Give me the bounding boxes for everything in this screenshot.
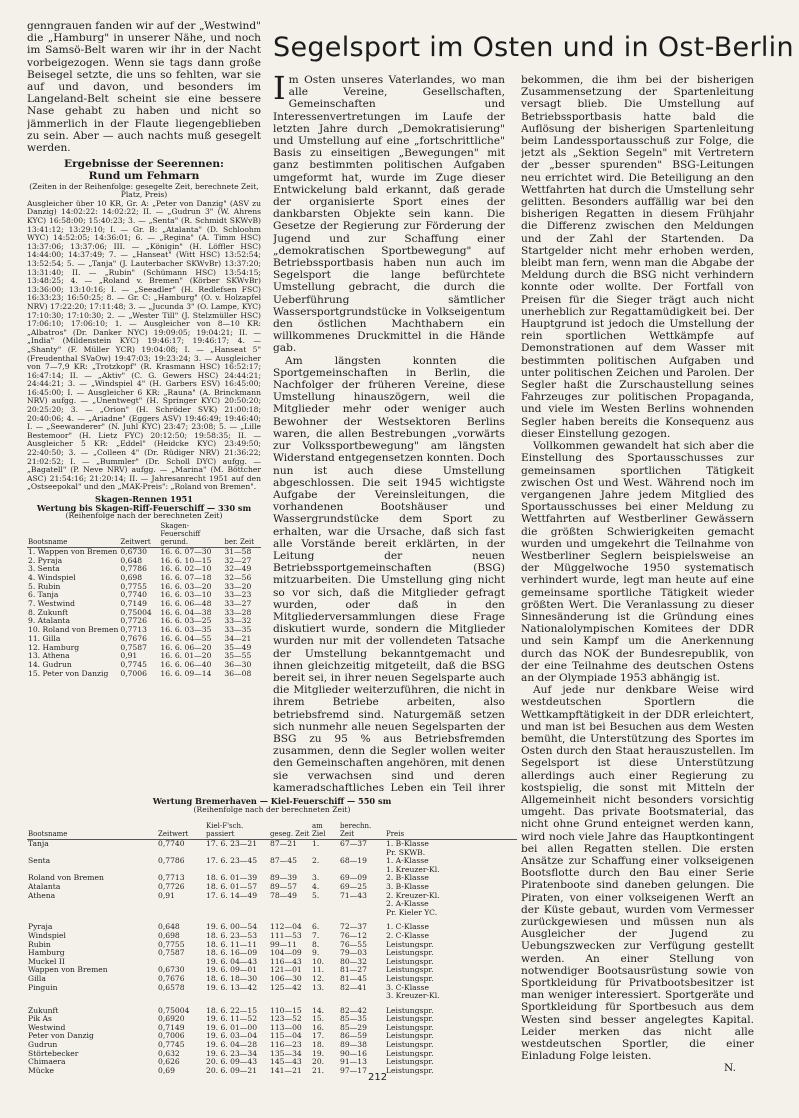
brem-cell-preis: Pr. Kieler YC. bbox=[386, 907, 438, 917]
brem-cell-ziel: 16. bbox=[312, 1022, 325, 1032]
brem-cell-berechn: 90—16 bbox=[340, 1048, 367, 1058]
brem-cell-ziel: 8. bbox=[312, 939, 320, 949]
brem-cell-ziel: 3. bbox=[312, 873, 320, 883]
skagen-cell-zeit: 32—49 bbox=[224, 564, 252, 574]
brem-cell-kiel: 17. 6. 14—49 bbox=[206, 890, 258, 900]
left-intro-text: genngrauen fanden wir auf der „Westwind" die „Hamburg" in unserer Nähe, und noch im Samsö-Belt waren wir ihr in der Nacht vorbeigezogen. Wenn sie tags dann große Beisegel setzte, die uns so fehlten, war sie auf und davon, und besonders im Langeland-Belt scheint sie eine bessere Nase gehabt zu haben und nicht so jämmerlich in der Flaute liegengeblieben zu sein. Aber — auch nachts muß gesegelt werden. bbox=[27, 20, 261, 155]
brem-cell-ziel: 21. bbox=[312, 1065, 325, 1075]
page-number: 212 bbox=[368, 1072, 388, 1083]
skagen-cell-bootsname: 6. Tanja bbox=[28, 590, 59, 600]
brem-cell-berechn: 81—45 bbox=[340, 973, 367, 983]
brem-cell-geseg: 112—04 bbox=[270, 922, 302, 932]
brem-cell-preis: 3. B-Klasse bbox=[386, 881, 429, 891]
skagen-cell-zeit: 32—56 bbox=[224, 572, 252, 582]
brem-cell-berechn: 80—32 bbox=[340, 956, 367, 966]
skagen-cell-bootsname: 15. Peter von Danzig bbox=[28, 668, 109, 678]
brem-cell-geseg: 106—30 bbox=[270, 973, 302, 983]
brem-cell-zeitwert: 0,7149 bbox=[158, 1022, 185, 1032]
brem-cell-ziel bbox=[311, 992, 339, 1001]
skagen-cell-zeit: 33—27 bbox=[224, 599, 252, 609]
skagen-cell-zeit: 34—21 bbox=[224, 633, 252, 643]
brem-cell-ziel: 6. bbox=[312, 922, 320, 932]
brem-cell-kiel: 20. 6. 09—43 bbox=[206, 1057, 258, 1067]
brem-cell-geseg: 110—15 bbox=[270, 1005, 302, 1015]
brem-cell-bootsname: Senta bbox=[28, 856, 51, 866]
brem-cell-geseg: 115—04 bbox=[270, 1031, 302, 1041]
skagen-cell-feuerschiff: 16. 6. 06—20 bbox=[160, 642, 212, 652]
brem-cell-kiel: 18. 6. 22—15 bbox=[206, 1005, 258, 1015]
middle-column bbox=[273, 74, 505, 794]
results-title: Ergebnisse der Seerennen: bbox=[64, 158, 224, 171]
brem-cell-kiel: 18. 6. 01—39 bbox=[206, 873, 258, 883]
brem-cell-berechn: 89—38 bbox=[340, 1040, 367, 1050]
skagen-cell-bootsname: 8. Zukunft bbox=[28, 607, 69, 617]
brem-cell-geseg: 145—43 bbox=[270, 1057, 302, 1067]
brem-cell-zeitwert: 0,7755 bbox=[158, 939, 185, 949]
brem-cell-geseg: 135—34 bbox=[270, 1048, 302, 1058]
skagen-header-feuerschiff: Skagen-Feuerschiff gerund. bbox=[159, 522, 223, 548]
brem-cell-zeitwert: 0,69 bbox=[158, 1065, 175, 1075]
brem-cell-ziel bbox=[311, 900, 339, 909]
brem-cell-kiel: 18. 6. 18—30 bbox=[206, 973, 258, 983]
brem-cell-berechn: 85—35 bbox=[340, 1014, 367, 1024]
brem-cell-zeitwert: 0,648 bbox=[158, 922, 180, 932]
brem-cell-zeitwert: 0,6578 bbox=[158, 982, 185, 992]
skagen-cell-bootsname: 9. Atalanta bbox=[28, 616, 71, 626]
skagen-cell-feuerschiff: 16. 6. 03—35 bbox=[160, 625, 212, 635]
brem-cell-preis: Leistungspr. bbox=[386, 1048, 434, 1058]
bremerhaven-row bbox=[27, 984, 517, 993]
brem-cell-preis: Leistungspr. bbox=[386, 1005, 434, 1015]
skagen-cell-zeitwert: 0,698 bbox=[120, 572, 143, 582]
brem-cell-berechn: 85—29 bbox=[340, 1022, 367, 1032]
skagen-cell-feuerschiff: 16. 6. 03—25 bbox=[160, 616, 212, 626]
brem-cell-berechn: 76—12 bbox=[340, 930, 367, 940]
brem-cell-preis: 3. C-Klasse bbox=[386, 982, 429, 992]
brem-cell-kiel: 19. 6. 04—43 bbox=[206, 956, 258, 966]
results-subtitle: Rund um Fehmarn bbox=[88, 170, 200, 183]
brem-cell-bootsname: Gudrun bbox=[28, 1040, 58, 1050]
brem-cell-kiel: 19. 6. 00—54 bbox=[206, 922, 258, 932]
brem-cell-berechn: 69—09 bbox=[340, 873, 367, 883]
brem-cell-preis: 1. Kreuzer-Kl. bbox=[386, 864, 440, 874]
brem-cell-ziel: 15. bbox=[312, 1014, 325, 1024]
brem-cell-preis: 3. Kreuzer-Kl. bbox=[386, 991, 440, 1001]
skagen-cell-zeit: 35—55 bbox=[224, 651, 252, 661]
brem-cell-zeitwert: 0,7587 bbox=[158, 948, 185, 958]
brem-header-kiel: Kiel-F'sch. passiert bbox=[205, 822, 269, 840]
brem-cell-preis: Leistungspr. bbox=[386, 1040, 434, 1050]
brem-cell-ziel: 10. bbox=[312, 956, 325, 966]
brem-cell-preis: Leistungspr. bbox=[386, 1022, 434, 1032]
brem-cell-zeitwert: 0,626 bbox=[158, 1057, 180, 1067]
brem-cell-geseg bbox=[269, 900, 311, 909]
skagen-title: Skagen-Rennen 1951 bbox=[95, 494, 193, 505]
article-paragraph-4: bekommen, die ihm bei der bisherigen Zusammensetzung der Spartenleitung versagt blieb. Die Umstellung auf Betriebssportbasis hatte bald die Auflösung der bisherigen Spartenleitung beim Landessportausschuß zur Folge, die jetzt als „Sektion Segeln" mit Vertretern der „besser spurenden" BSG-Leitungen neu errichtet wird. Die Beteiligung an den Wettfahrten hat durch die Umstellung sehr gelitten. Besonders auffällig war bei den bisherigen Regatten in diesem Frühjahr die Differenz zwischen den Meldungen und der Zahl der Startenden. Da Startgelder nicht mehr erhoben werden, bleibt man fern, wenn man die Abgabe der Meldung durch die BSG nicht verhindern konnte oder wollte. Der Fortfall von Preisen für die Sieger trägt auch nicht unerheblich zur Regattamüdigkeit bei. Der Hauptgrund ist jedoch die Umstellung der rein sportlichen Wettkämpfe auf Demonstrationen auf dem Wasser mit bestimmten politischen Aufgaben und unter politischen Zeichen und Parolen. Der Segler haßt die Zurschaustellung seines Fahrzeuges zur politischen Propaganda, und viele im Westen Berlins wohnenden Segler haben bereits die Konsequenz aus dieser Einstellung gezogen. bbox=[521, 74, 754, 440]
article-paragraph-2: Am längsten konnten die Sportgemeinschaften in Berlin, die Nachfolger der früheren Vereine, diese Umstellung hinauszögern, weil die Mitglieder mehr oder weniger auch Bewohner der Westsektoren Berlins waren, die allen Bestrebungen „vorwärts zur Volkssportbewegung" am längsten Widerstand entgegensetzen konnten. Doch nun ist auch diese Umstellung abgeschlossen. Die seit 1945 wichtigste Aufgabe der Vereinsleitungen, die vorhandenen Bootshäuser und Wassergrundstücke dem Sport zu erhalten, war die Ursache, daß sich fast alle Vorstände bereit erklärten, in der Leitung der neuen Betriebssportgemeinschaften (BSG) mitzuarbeiten. Die Umstellung ging nicht so vor sich, daß die Mitglieder gefragt wurden, oder daß in den Mitgliederversammlungen diese Frage diskutiert wurde, sondern die Mitglieder wurden nur mit der vollendeten Tatsache der Umstellung bekanntgemacht und ihnen gleichzeitig mitgeteilt, daß die BSG bereit sei, in ihrer neuen Segelsparte auch die Mitglieder weiterzuführen, die nicht in ihrem Betriebe arbeiten, also betriebsfremd sind. Naturgemäß setzen sich nunmehr alle neuen Segelsparten der BSG zu 95 % aus Betriebsfremden zusammen, denn die Segler wollen weiter den Gemeinschaften angehören, mit denen sie verwachsen sind und deren kameradschaftliches Leben ein Teil ihrer bbox=[273, 354, 505, 794]
article-paragraph-1 bbox=[273, 74, 505, 355]
skagen-cell-zeit: 35—49 bbox=[224, 642, 252, 652]
brem-cell-bootsname: Muckel II bbox=[28, 956, 65, 966]
brem-cell-zeitwert: 0,698 bbox=[158, 930, 180, 940]
brem-header-geseg: geseg. Zeit bbox=[269, 822, 311, 840]
brem-cell-preis: Leistungspr. bbox=[386, 1014, 434, 1024]
article-paragraph-1-text: m Osten unseres Vaterlandes, wo man alle Vereine, Gesellschaften, Gemeinschaften und Interessenvertretungen im Laufe der letzten Jahre durch „Demokratisierung" und Umstellung auf eine „fortschrittliche" Basis zu einseitigen „Bewegungen" mit ganz bestimmten politischen Aufgaben umgeformt hat, wurde im Zuge dieser Entwickelung bald erkannt, daß gerade der organisierte Sport eines der dankbarsten Objekte sein kann. Die Gesetze der Regierung zur Förderung der Jugend und zur Schaffung einer „demokratischen Sportbewegung" auf Betriebssportbasis haben nun auch im Segelsport die lange befürchtete Umstellung gebracht, die durch die Ueberführung sämtlicher Wassersportgrundstücke in Volkseigentum den östlichen Machthabern ein willkommenes Druckmittel in die Hände gab. bbox=[273, 74, 505, 355]
brem-cell-bootsname bbox=[27, 992, 157, 1001]
brem-cell-ziel: 19. bbox=[312, 1048, 325, 1058]
brem-cell-zeitwert bbox=[157, 900, 205, 909]
brem-cell-preis: 2. B-Klasse bbox=[386, 873, 429, 883]
brem-cell-preis: 2. Kreuzer-Kl. bbox=[386, 890, 440, 900]
skagen-cell-zeitwert: 0,75004 bbox=[120, 607, 152, 617]
skagen-cell-zeit: 33—35 bbox=[224, 625, 252, 635]
skagen-cell-bootsname: 3. Senta bbox=[28, 564, 60, 574]
skagen-cell-zeitwert: 0,6730 bbox=[120, 546, 147, 556]
skagen-cell-bootsname: 1. Wappen von Bremen bbox=[28, 546, 118, 556]
brem-cell-kiel: 19. 6. 09—01 bbox=[206, 965, 258, 975]
skagen-cell-bootsname: 10. Roland von Bremen bbox=[28, 625, 119, 635]
bremerhaven-row bbox=[27, 857, 517, 866]
brem-cell-ziel: 12. bbox=[312, 973, 325, 983]
skagen-cell-bootsname: 2. Pyraja bbox=[28, 555, 63, 565]
brem-header-bootsname: Bootsname bbox=[27, 822, 157, 840]
brem-cell-bootsname: Atalanta bbox=[28, 881, 61, 891]
brem-cell-kiel: 19. 6. 01—00 bbox=[206, 1022, 258, 1032]
skagen-cell-zeitwert: 0,7740 bbox=[120, 590, 147, 600]
brem-cell-kiel: 17. 6. 23—21 bbox=[206, 839, 258, 848]
brem-cell-bootsname: Zukunft bbox=[28, 1005, 59, 1015]
skagen-cell-zeitwert: 0,7713 bbox=[120, 625, 147, 635]
brem-header-berechn: berechn. Zeit bbox=[339, 822, 385, 840]
brem-cell-kiel: 19. 6. 13—42 bbox=[206, 982, 258, 992]
brem-cell-zeitwert: 0,632 bbox=[158, 1048, 180, 1058]
bremerhaven-title-block bbox=[27, 797, 517, 814]
right-column bbox=[521, 74, 754, 1074]
brem-cell-zeitwert: 0,7740 bbox=[158, 839, 185, 848]
bremerhaven-row bbox=[27, 892, 517, 901]
brem-cell-zeitwert: 0,7713 bbox=[158, 873, 185, 883]
brem-cell-berechn: 68—19 bbox=[340, 856, 367, 866]
brem-cell-bootsname: Wappen von Bremen bbox=[28, 965, 108, 975]
brem-cell-geseg: 116—23 bbox=[270, 1040, 302, 1050]
brem-cell-preis: 1. B-Klasse bbox=[386, 839, 429, 848]
brem-cell-kiel: 18. 6. 23—53 bbox=[206, 930, 258, 940]
skagen-cell-zeit: 33—28 bbox=[224, 607, 252, 617]
skagen-header-zeit: ber. Zeit bbox=[223, 522, 261, 548]
brem-cell-geseg: 113—00 bbox=[270, 1022, 302, 1032]
skagen-cell-bootsname: 14. Gudrun bbox=[28, 659, 72, 669]
results-text: Ausgleicher über 10 KR, Gr. A: „Peter von Danzig" (ASV zu Danzig) 14:02:22: 14:02:22; II. — „Gudrun 3" (W. Ahrens KYC) 16:58:00; 15:40:23; 3. — „Senta" (R. Schmidt SKWvB) 13:41:12; 13:29:10; I. — Gr. B: „Atalanta" (D. Schloohm WYC) 14:52:05; 14:36:01; 6. — „Regina" (A. Timm HSC) 13:37:06; 13:37:06; III. — „Königin" (H. Löffler HSC) 14:44:00; 14:37:49; 7. — „Hanseat" (Witt HSC) 13:52:54; 13:52:54; 5. — „Tanja" (J. Lauterbacher SKWvBr) 13:37:20; 13:31:40; II. — „Rubin" (Schümann HSC) 13:54:15; 13:48:25; 4. — „Roland v. Bremen" (Körber SKWvBr) 13:36:00; 13:10:16; I. — „Seeadler" (H. Redlefsen FSC) 16:33:23; 16:50:25; 8. — Gr. C: „Hamburg" (O. v. Holzapfel NRV) 17:22:20; 17:11:48; 3. — „Jucunda 3" (O. Lampe, KYC) 17:10:30; 17:10:30; 2. — „Wester Till" (J. Stelzmüller HSC) 17:06:10; 17:06:10; 1. — Ausgleicher von 8—10 KR: „Albatros" (Dr. Danker NYC) 19:09:05; 19:04:21; II. — „India" (Mildenstein KYC) 19:46:17; 19:46:17; 4. — „Shanty" (F. Müller YCR) 19:04:08; I. — „Hanseat 5" (Freudenthal SVaOw) 19:47:03; 19:23:24; 3. — Ausgleicher von 7—7,9 KR: „Trotzkopf" (R. Krasmann HSC) 16:52:17; 16:47:14; II. — „Aktiv" (C. G. Gewers HSC) 24:44:21; 24:44:21; 3. — „Windspiel 4" (H. Garbers ESV) 16:45:00; 16:45:00; I. — Ausgleicher 6 KR: „Rauna" (A. Brinckmann NRV) aufgg. — „Unentwegt" (H. Springer KYC) 20:50:20; 20:25:20; 3. — „Orion" (H. Schröder SVK) 21:00:18; 20:40:06; 4. — „Ariadne" (Eggers ASV) 19:46:49; 19:46:40; I. — „Seewanderer" (N. Juhl KYC) 23:47; 23:08; 5. — „Lille Bestemoor" (H. Lietz FYC) 20:12:50; 19:58:35; II. — Ausgleicher 5 KR: „Eddel" (Heidcke KYC) 23:49:50; 22:40:50; 3. — „Colleen 4" (Dr. Rüdiger NRV) 21:36:22; 21:02:52; I. — „Bummler" (Dr. Scholl DYC) aufgg. — „Bagatell" (P. Neve NRV) aufgg. — „Marina" (M. Böttcher ASC) 21:54:16; 21:20:14; II. — Jahresanrecht 1951 auf den „Ostseepokal" und den „MAK-Preis": „Roland von Bremen". bbox=[27, 198, 261, 492]
brem-cell-zeitwert: 0,91 bbox=[158, 890, 175, 900]
brem-cell-bootsname bbox=[27, 909, 157, 918]
skagen-cell-zeitwert: 0,7676 bbox=[120, 633, 147, 643]
brem-cell-preis: Leistungspr. bbox=[386, 939, 434, 949]
brem-cell-preis: Leistungspr. bbox=[386, 965, 434, 975]
brem-cell-ziel: 17. bbox=[312, 1031, 325, 1041]
brem-cell-ziel: 11. bbox=[312, 965, 325, 975]
brem-cell-geseg: 99—11 bbox=[270, 939, 297, 949]
brem-cell-bootsname: Gilla bbox=[28, 973, 46, 983]
brem-cell-preis: Leistungspr. bbox=[386, 956, 434, 966]
brem-cell-ziel bbox=[311, 909, 339, 918]
brem-cell-preis: 2. A-Klasse bbox=[386, 899, 429, 909]
skagen-cell-zeitwert: 0,7755 bbox=[120, 581, 147, 591]
brem-cell-ziel: 2. bbox=[312, 856, 320, 866]
brem-cell-bootsname: Athena bbox=[28, 890, 56, 900]
brem-cell-preis: Pr. SKWB. bbox=[386, 847, 426, 857]
skagen-cell-zeitwert: 0,7006 bbox=[120, 668, 147, 678]
brem-cell-berechn: 67—37 bbox=[340, 839, 367, 848]
brem-cell-bootsname: Chimaera bbox=[28, 1057, 66, 1067]
skagen-cell-feuerschiff: 16. 6. 03—10 bbox=[160, 590, 212, 600]
brem-header-ziel: am Ziel bbox=[311, 822, 339, 840]
brem-cell-preis: Leistungspr. bbox=[386, 1031, 434, 1041]
brem-cell-berechn: 97—17 bbox=[340, 1065, 367, 1075]
brem-cell-preis: 2. C-Klasse bbox=[386, 930, 429, 940]
brem-cell-bootsname: Pyraja bbox=[28, 922, 53, 932]
brem-cell-preis: Leistungspr. bbox=[386, 1057, 434, 1067]
brem-cell-geseg: 87—45 bbox=[270, 856, 297, 866]
brem-cell-zeitwert bbox=[157, 992, 205, 1001]
page-headline: Segelsport im Osten und in Ost-Berlin bbox=[273, 32, 794, 63]
brem-cell-kiel: 18. 6. 11—11 bbox=[206, 939, 258, 949]
left-column bbox=[27, 20, 261, 815]
brem-cell-berechn bbox=[339, 909, 385, 918]
brem-cell-berechn: 79—03 bbox=[340, 948, 367, 958]
skagen-cell-zeitwert: 0,7786 bbox=[120, 564, 147, 574]
brem-cell-kiel: 19. 6. 11—52 bbox=[206, 1014, 258, 1024]
skagen-cell-feuerschiff: 16. 6. 02—10 bbox=[160, 564, 212, 574]
skagen-cell-bootsname: 13. Athena bbox=[28, 651, 70, 661]
skagen-cell-bootsname: 5. Rubin bbox=[28, 581, 61, 591]
skagen-cell-feuerschiff: 16. 6. 07—30 bbox=[160, 546, 212, 556]
brem-cell-geseg bbox=[269, 992, 311, 1001]
skagen-cell-bootsname: 12. Hamburg bbox=[28, 642, 80, 652]
skagen-cell-feuerschiff: 16. 6. 10—15 bbox=[160, 555, 212, 565]
brem-cell-berechn: 82—42 bbox=[340, 1005, 367, 1015]
brem-cell-kiel: 20. 6. 09—21 bbox=[206, 1065, 258, 1075]
skagen-cell-zeitwert: 0,7587 bbox=[120, 642, 147, 652]
brem-cell-berechn: 69—25 bbox=[340, 881, 367, 891]
brem-cell-geseg: 121—01 bbox=[270, 965, 302, 975]
skagen-header-bootsname: Bootsname bbox=[27, 522, 119, 548]
brem-cell-ziel: 9. bbox=[312, 948, 320, 958]
brem-cell-kiel: 17. 6. 23—45 bbox=[206, 856, 258, 866]
drop-cap: I bbox=[273, 74, 286, 107]
skagen-cell-zeit: 36—08 bbox=[224, 668, 252, 678]
brem-cell-kiel: 18. 6. 16—09 bbox=[206, 948, 258, 958]
brem-cell-bootsname: Hamburg bbox=[28, 948, 65, 958]
brem-cell-geseg: 87—21 bbox=[270, 839, 297, 848]
brem-cell-ziel: 13. bbox=[312, 982, 325, 992]
skagen-cell-feuerschiff: 16. 6. 06—40 bbox=[160, 659, 212, 669]
brem-cell-bootsname: Störtebecker bbox=[28, 1048, 79, 1058]
article-paragraph-6: Auf jede nur denkbare Weise wird westdeutschen Sportlern die Wettkampftätigkeit in der DDR erleichtert, und man ist bei Besuchen aus dem Westen bemüht, die Unterstützung des Sportes im Osten durch den Staat herauszustellen. Im Segelsport ist diese Unterstützung allerdings auch einer Regierung zu kostspielig, die sonst mit Mitteln der Allgemeinheit nicht besonders vorsichtig umgeht. Das private Bootsmaterial, das nicht ohne Grund enteignet werden kann, wird noch viele Jahre das Hauptkontingent bei allen Regatten stellen. Die ersten Ansätze zur Schaffung einer volkseigenen Bootsflotte durch den Bau einer Serie Piratenboote sind daneben gelungen. Die Piraten, von einer volkseigenen Werft an der Küste gebaut, wurden vom Vermesser zurückgewiesen und müssen nun als Ausgleicher der Jugend zu Uebungszwecken zur Verfügung gestellt werden. An einer Stellung von notwendiger Bootsausrüstung sowie von Sportkleidung für Privatbootsbesitzer ist man weniger interessiert. Sportgeräte und Sportkleidung für Sportbesuch aus dem Westen sind besser angelegtes Kapital. Leider merken das nicht alle westdeutschen Sportler, die einer Einladung Folge leisten. bbox=[521, 684, 754, 1063]
bremerhaven-row bbox=[27, 1067, 517, 1076]
brem-cell-bootsname: Tanja bbox=[28, 839, 49, 848]
brem-cell-geseg: 141—21 bbox=[270, 1065, 302, 1075]
brem-cell-geseg: 89—39 bbox=[270, 873, 297, 883]
bremerhaven-row bbox=[27, 909, 517, 918]
brem-cell-berechn: 81—27 bbox=[340, 965, 367, 975]
brem-cell-geseg: 89—57 bbox=[270, 881, 297, 891]
brem-cell-preis: Leistungspr. bbox=[386, 948, 434, 958]
skagen-cell-zeitwert: 0,648 bbox=[120, 555, 143, 565]
brem-cell-bootsname bbox=[27, 900, 157, 909]
brem-cell-berechn: 72—37 bbox=[340, 922, 367, 932]
brem-cell-bootsname: Mücke bbox=[28, 1065, 55, 1075]
brem-cell-kiel: 18. 6. 01—57 bbox=[206, 881, 258, 891]
brem-cell-ziel: 20. bbox=[312, 1057, 325, 1067]
brem-cell-ziel: 1. bbox=[312, 839, 320, 848]
brem-cell-kiel: 19. 6. 03—04 bbox=[206, 1031, 258, 1041]
skagen-cell-feuerschiff: 16. 6. 04—38 bbox=[160, 607, 212, 617]
author-signature: N. bbox=[724, 1062, 736, 1074]
brem-cell-geseg: 78—49 bbox=[270, 890, 297, 900]
brem-cell-zeitwert: 0,7786 bbox=[158, 856, 185, 866]
brem-cell-geseg bbox=[269, 909, 311, 918]
brem-cell-geseg: 116—43 bbox=[270, 956, 302, 966]
brem-cell-bootsname: Windspiel bbox=[28, 930, 66, 940]
skagen-cell-zeitwert: 0,7745 bbox=[120, 659, 147, 669]
bremerhaven-table bbox=[27, 822, 517, 1075]
brem-cell-bootsname: Pik As bbox=[28, 1014, 52, 1024]
brem-cell-geseg: 125—42 bbox=[270, 982, 302, 992]
brem-cell-geseg: 111—53 bbox=[270, 930, 302, 940]
brem-cell-berechn: 82—41 bbox=[340, 982, 367, 992]
skagen-cell-feuerschiff: 16. 6. 01—20 bbox=[160, 651, 212, 661]
brem-cell-bootsname: Rubin bbox=[28, 939, 51, 949]
brem-cell-bootsname: Roland von Bremen bbox=[28, 873, 104, 883]
brem-cell-zeitwert: 0,75004 bbox=[158, 1005, 190, 1015]
brem-cell-berechn: 86—59 bbox=[340, 1031, 367, 1041]
brem-cell-kiel: 19. 6. 23—34 bbox=[206, 1048, 258, 1058]
brem-header-preis: Preis bbox=[385, 822, 517, 840]
brem-cell-berechn: 76—55 bbox=[340, 939, 367, 949]
skagen-cell-zeit: 32—27 bbox=[224, 555, 252, 565]
brem-cell-ziel: 5. bbox=[312, 890, 320, 900]
brem-cell-berechn bbox=[339, 900, 385, 909]
brem-header-zeitwert: Zeitwert bbox=[157, 822, 205, 840]
brem-cell-kiel bbox=[205, 900, 269, 909]
brem-cell-ziel: 4. bbox=[312, 881, 320, 891]
brem-cell-berechn: 71—43 bbox=[340, 890, 367, 900]
skagen-cell-feuerschiff: 16. 6. 06—48 bbox=[160, 599, 212, 609]
skagen-cell-zeitwert: 0,91 bbox=[120, 651, 138, 661]
brem-cell-bootsname: Peter von Danzig bbox=[28, 1031, 94, 1041]
brem-cell-zeitwert: 0,7745 bbox=[158, 1040, 185, 1050]
brem-cell-ziel: 18. bbox=[312, 1040, 325, 1050]
skagen-table bbox=[27, 522, 261, 679]
bremerhaven-row bbox=[27, 900, 517, 909]
brem-cell-berechn bbox=[339, 992, 385, 1001]
brem-cell-kiel bbox=[205, 992, 269, 1001]
skagen-cell-zeit: 33—23 bbox=[224, 590, 252, 600]
skagen-cell-bootsname: 7. Westwind bbox=[28, 599, 75, 609]
brem-cell-bootsname: Pinguin bbox=[28, 982, 58, 992]
skagen-cell-feuerschiff: 16. 6. 03—20 bbox=[160, 581, 212, 591]
bremerhaven-row bbox=[27, 840, 517, 849]
skagen-subtitle: Wertung bis Skagen-Riff-Feuerschiff — 330 sm bbox=[36, 502, 252, 513]
skagen-row bbox=[27, 670, 261, 679]
skagen-cell-zeit: 36—30 bbox=[224, 659, 252, 669]
brem-cell-kiel: 19. 6. 04—28 bbox=[206, 1040, 258, 1050]
brem-cell-zeitwert: 0,7006 bbox=[158, 1031, 185, 1041]
brem-cell-ziel: 14. bbox=[312, 1005, 325, 1015]
skagen-cell-bootsname: 11. Gilla bbox=[28, 633, 61, 643]
brem-cell-bootsname: Westwind bbox=[28, 1022, 66, 1032]
brem-cell-preis: Leistungspr. bbox=[386, 1065, 434, 1075]
brem-cell-zeitwert: 0,7676 bbox=[158, 973, 185, 983]
skagen-cell-zeit: 31—58 bbox=[224, 546, 252, 556]
brem-cell-preis: 1. A-Klasse bbox=[386, 856, 429, 866]
skagen-cell-feuerschiff: 16. 6. 07—18 bbox=[160, 572, 212, 582]
brem-cell-zeitwert bbox=[157, 909, 205, 918]
article-paragraph-5: Vollkommen gewandelt hat sich aber die Einstellung des Sportausschusses zur gemeinsamen sportlichen Tätigkeit zwischen Ost und West. Während noch im vergangenen Jahre jedem Mitglied des Sportausschusses bei einer Meldung zu Wettfahrten auf Westberliner Gewässern die größten Schwierigkeiten gemacht wurden und umgekehrt die Teilnahme von Westberliner Seglern beispielsweise an der Müggelwoche 1950 systematisch verhindert wurde, legt man heute auf eine gemeinsame sportliche Tätigkeit wieder größten Wert. Die Veranlassung zu dieser Sinnesänderung ist die Gründung eines Nationalolympischen Komitees der DDR und sein Kampf um die Anerkennung durch das NOK der Bundesrepublik, von der eine Teilnahme des deutschen Ostens an der Olympiade 1953 abhängig ist. bbox=[521, 440, 754, 684]
skagen-cell-feuerschiff: 16. 6. 04—55 bbox=[160, 633, 212, 643]
skagen-cell-zeit: 33—20 bbox=[224, 581, 252, 591]
brem-cell-berechn: 91—13 bbox=[340, 1057, 367, 1067]
skagen-cell-zeitwert: 0,7149 bbox=[120, 599, 147, 609]
brem-cell-zeitwert: 0,6730 bbox=[158, 965, 185, 975]
bremerhaven-note: (Reihenfolge nach der berechneten Zeit) bbox=[193, 804, 351, 814]
skagen-cell-zeitwert: 0,7726 bbox=[120, 616, 147, 626]
brem-cell-geseg: 104—09 bbox=[270, 948, 302, 958]
brem-cell-geseg: 123—52 bbox=[270, 1014, 302, 1024]
brem-cell-zeitwert: 0,7726 bbox=[158, 881, 185, 891]
skagen-note: (Reihenfolge nach der berechneten Zeit) bbox=[65, 511, 223, 521]
bremerhaven-row bbox=[27, 992, 517, 1001]
results-note: (Zeiten in der Reihenfolge: gesegelte Zeit, berechnete Zeit, Platz, Preis) bbox=[29, 181, 259, 200]
brem-cell-zeitwert: 0,6920 bbox=[158, 1014, 185, 1024]
skagen-cell-bootsname: 4. Windspiel bbox=[28, 572, 76, 582]
skagen-cell-feuerschiff: 16. 6. 09—14 bbox=[160, 668, 212, 678]
bremerhaven-title: Wertung Bremerhaven — Kiel-Feuerschiff — 550 sm bbox=[152, 796, 392, 806]
brem-cell-kiel bbox=[205, 909, 269, 918]
skagen-cell-zeit: 33—32 bbox=[224, 616, 252, 626]
brem-cell-preis: Leistungspr. bbox=[386, 973, 434, 983]
brem-cell-ziel: 7. bbox=[312, 930, 320, 940]
skagen-header-zeitwert: Zeitwert bbox=[119, 522, 159, 548]
brem-cell-preis: 1. C-Klasse bbox=[386, 922, 429, 932]
